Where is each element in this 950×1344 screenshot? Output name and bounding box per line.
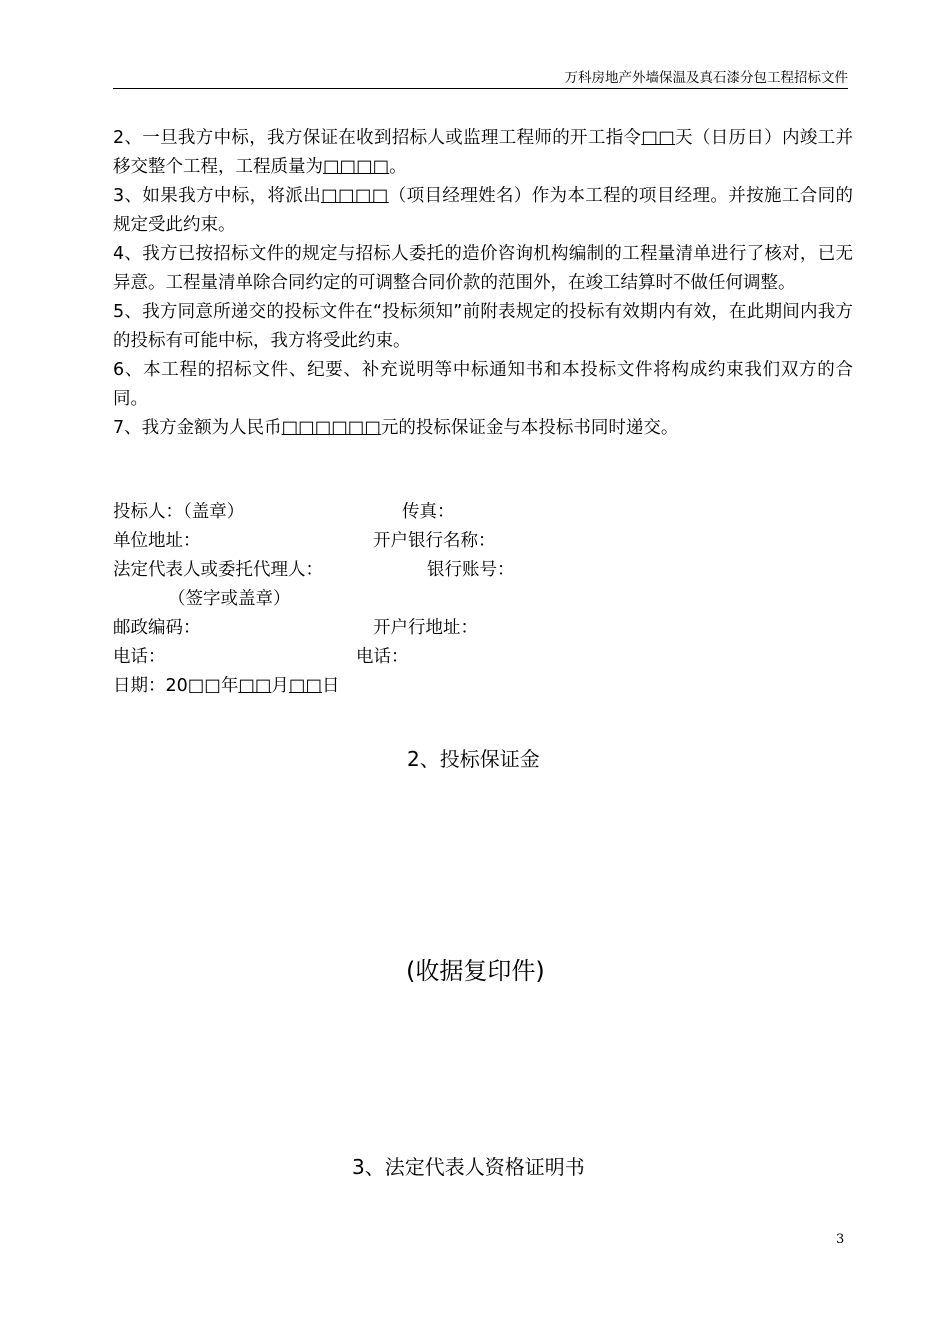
tender-clauses xyxy=(113,124,853,443)
receipt-copy-note: (收据复印件) xyxy=(406,957,545,985)
phone-label-right: 电话： xyxy=(356,647,409,667)
clause-5: 5、我方同意所递交的投标文件在“投标须知”前附表规定的投标有效期内有效，在此期间内我方的投标有可能中标，我方将受此约束。 xyxy=(113,302,853,351)
fax-label: 传真： xyxy=(402,502,455,522)
sign-note: （签字或盖章） xyxy=(168,589,291,609)
phone-label-left: 电话： xyxy=(113,647,166,667)
postcode-label: 邮政编码： xyxy=(113,618,201,638)
legal-rep-label: 法定代表人或委托代理人： xyxy=(113,560,323,580)
bidder-label: 投标人：（盖章） xyxy=(113,502,245,522)
date-month-blank: □□ xyxy=(238,676,272,696)
legal-rep-section-title: 3、法定代表人资格证明书 xyxy=(352,1155,585,1179)
clause-3: 3、如果我方中标，将派出□□□□（项目经理姓名）作为本工程的项目经理。并按施工合同的规定受此约束。 xyxy=(113,186,853,235)
clause-4: 4、我方已按招标文件的规定与招标人委托的造价咨询机构编制的工程量清单进行了核对，已无异意。工程量清单除合同约定的可调整合同价款的范围外，在竣工结算时不做任何调整。 xyxy=(113,244,853,293)
project-manager-blank: □□□□ xyxy=(321,186,389,206)
bond-amount-blank: □□□□□□ xyxy=(281,418,381,438)
quality-grade-blank: □□□□ xyxy=(323,157,390,177)
bank-address-label: 开户行地址： xyxy=(373,618,478,638)
address-label: 单位地址： xyxy=(113,531,201,551)
account-label: 银行账号： xyxy=(427,560,515,580)
document-header-title: 万科房地产外墙保温及真石漆分包工程招标文件 xyxy=(564,70,848,86)
clause-7: 7、我方金额为人民币□□□□□□元的投标保证金与本投标书同时递交。 xyxy=(113,418,679,438)
bond-section-title: 2、投标保证金 xyxy=(407,747,540,771)
clause-6: 6、本工程的招标文件、纪要、补充说明等中标通知书和本投标文件将构成约束我们双方的合同。 xyxy=(113,360,853,409)
page-number: 3 xyxy=(836,1232,845,1247)
construction-days-blank: □□ xyxy=(641,128,676,148)
header-divider xyxy=(113,88,848,89)
clause-2: 2、一旦我方中标，我方保证在收到招标人或监理工程师的开工指令□□天（日历日）内竣工并移交整个工程，工程质量为□□□□。 xyxy=(113,128,853,177)
bank-name-label: 开户银行名称： xyxy=(373,531,496,551)
date-day-blank: □□ xyxy=(288,676,322,696)
date-line: 日期：20□□年□□月□□日 xyxy=(113,676,340,696)
